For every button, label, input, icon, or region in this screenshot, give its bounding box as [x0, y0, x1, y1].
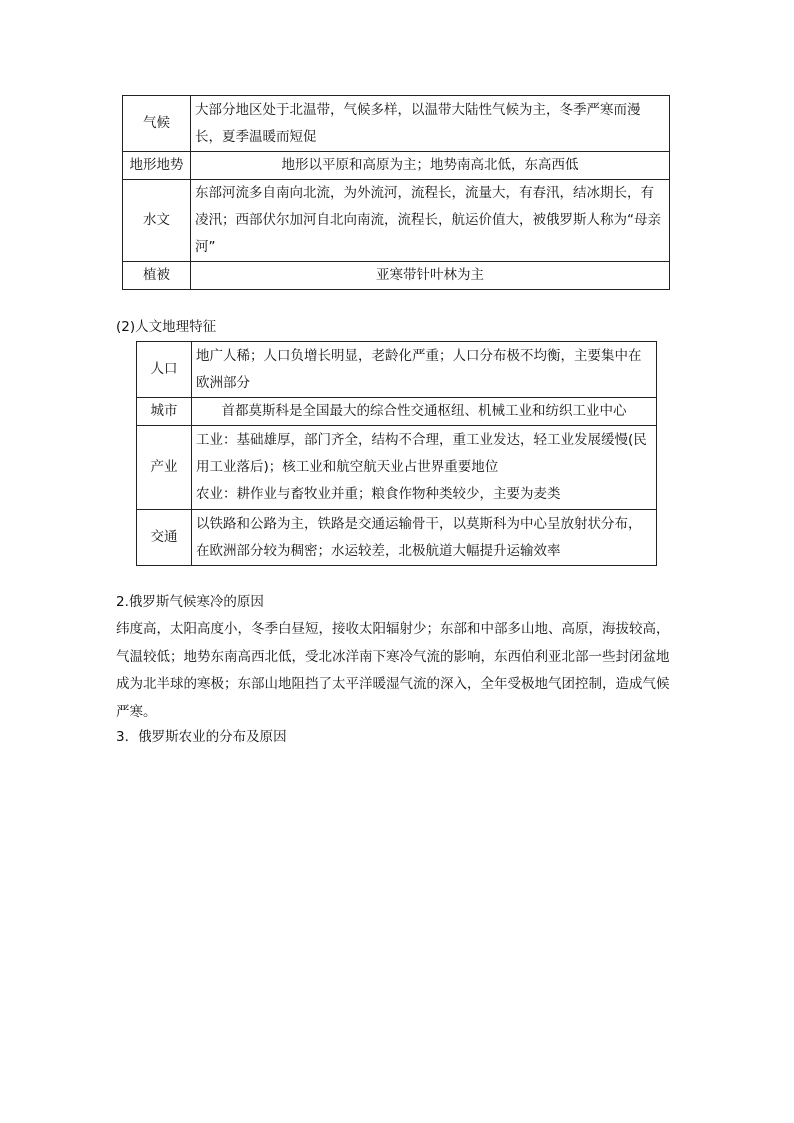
agriculture-text: 农业：耕作业与畜牧业并重；粮食作物种类较少，主要为麦类 — [196, 486, 561, 502]
row-header-climate: 气候 — [123, 96, 191, 152]
row-header-city: 城市 — [137, 398, 192, 426]
row-header-population: 人口 — [137, 342, 192, 398]
industry-text: 工业：基础雄厚，部门齐全，结构不合理，重工业发达，轻工业发展缓慢(民用工业落后)；核工业和航空航天业占世界重要地位 — [196, 432, 647, 475]
section2-body: 纬度高，太阳高度小，冬季白昼短，接收太阳辐射少；东部和中部多山地、高原，海拔较高，气温较低；地势东南高西北低，受北冰洋南下寒冷气流的影响，东西伯利亚北部一些封闭盆地成为北半球的寒极；东部山地阻挡了太平洋暖湿气流的深入，全年受极地气团控制，造成气候严寒。 — [116, 621, 670, 720]
transport-content: 以铁路和公路为主，铁路是交通运输骨干，以莫斯科为中心呈放射状分布，在欧洲部分较为稠密；水运较差，北极航道大幅提升运输效率 — [192, 510, 657, 566]
vegetation-content: 亚寒带针叶林为主 — [191, 262, 670, 290]
row-header-transport: 交通 — [137, 510, 192, 566]
section3-title: 3．俄罗斯农业的分布及原因 — [116, 729, 287, 745]
table-row — [137, 398, 657, 426]
row-header-industry: 产业 — [137, 426, 192, 510]
section2-title: 2.俄罗斯气候寒冷的原因 — [116, 594, 264, 610]
human-section-title: (2)人文地理特征 — [116, 319, 217, 335]
table-row — [137, 342, 657, 398]
table-row — [123, 96, 670, 152]
table-row — [123, 180, 670, 262]
industry-content — [192, 426, 657, 510]
table-row — [123, 262, 670, 290]
natural-geography-table — [122, 95, 670, 290]
human-geography-table — [136, 341, 657, 566]
hydrology-content: 东部河流多自南向北流，为外流河，流程长，流量大，有春汛，结冰期长，有凌汛；西部伏尔加河自北向南流，流程长，航运价值大，被俄罗斯人称为“母亲河” — [191, 180, 670, 262]
population-content: 地广人稀；人口负增长明显，老龄化严重；人口分布极不均衡，主要集中在欧洲部分 — [192, 342, 657, 398]
table-row — [137, 426, 657, 510]
row-header-hydrology: 水文 — [123, 180, 191, 262]
terrain-content: 地形以平原和高原为主；地势南高北低，东高西低 — [191, 152, 670, 180]
table-row — [137, 510, 657, 566]
row-header-terrain: 地形地势 — [123, 152, 191, 180]
row-header-vegetation: 植被 — [123, 262, 191, 290]
table-row — [123, 152, 670, 180]
city-content: 首都莫斯科是全国最大的综合性交通枢纽、机械工业和纺织工业中心 — [192, 398, 657, 426]
climate-content: 大部分地区处于北温带，气候多样，以温带大陆性气候为主，冬季严寒而漫长，夏季温暖而短促 — [191, 96, 670, 152]
